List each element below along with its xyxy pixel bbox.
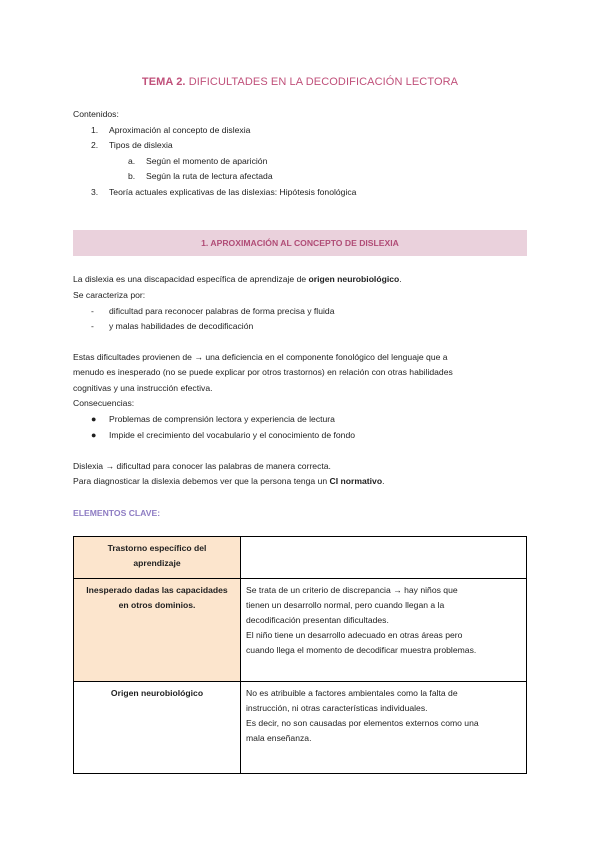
contents-heading: Contenidos:	[73, 109, 119, 119]
dyslexia-summary: Dislexia → dificultad para conocer las palabras de manera correcta.	[73, 461, 331, 471]
value-line: decodificación presentan dificultades.	[246, 615, 389, 625]
dash-marker: -	[91, 306, 94, 316]
value-line: Es decir, no son causadas por elementos externos como una	[246, 718, 479, 728]
bullet-item: Impide el crecimiento del vocabulario y el conocimiento de fondo	[109, 430, 356, 440]
value-line: Se trata de un criterio de discrepancia → hay niños que	[246, 585, 458, 595]
paragraph-line: menudo es inesperado (no se puede explicar por otros trastornos) en relación con otras habilidades	[73, 367, 453, 377]
diagnosis-paragraph	[73, 476, 384, 487]
bullet-icon: ●	[91, 430, 97, 440]
contents-subitem: Según la ruta de lectura afectada	[146, 171, 273, 181]
section-heading-bar	[73, 230, 527, 256]
value-line: No es atribuible a factores ambientales como la falta de	[246, 688, 458, 698]
label-line: Trastorno específico del	[107, 543, 207, 553]
value-line: tienen un desarrollo normal, pero cuando llegan a la	[246, 600, 445, 610]
table-value-cell	[241, 579, 527, 682]
label-line: Inesperado dadas las capacidades	[86, 585, 228, 595]
value-line: El niño tiene un desarrollo adecuado en otras áreas pero	[246, 630, 463, 640]
definition-bold: origen neurobiológico	[308, 274, 400, 284]
contents-marker: 3.	[91, 187, 99, 197]
table-label-cell	[74, 579, 241, 682]
dash-marker: -	[91, 321, 94, 331]
contents-item: Teoría actuales explicativas de las dislexias: Hipótesis fonológica	[109, 187, 357, 197]
value-line: instrucción, ni otras características individuales.	[246, 703, 428, 713]
section-heading: 1. APROXIMACIÓN AL CONCEPTO DE DISLEXIA	[201, 238, 399, 248]
key-elements-heading: ELEMENTOS CLAVE:	[73, 508, 161, 518]
value-line: mala enseñanza.	[246, 733, 312, 743]
table-value-cell	[241, 537, 527, 579]
contents-item: Aproximación al concepto de dislexia	[109, 125, 251, 135]
label-line: en otros dominios.	[118, 600, 196, 610]
paragraph-definition	[73, 274, 402, 285]
consequences-heading: Consecuencias:	[73, 398, 135, 408]
contents-marker: 1.	[91, 125, 99, 135]
diagnosis-bold: CI normativo	[329, 476, 383, 486]
title-prefix: TEMA 2.	[141, 76, 186, 88]
contents-marker: 2.	[91, 140, 99, 150]
contents-subitem-marker: b.	[128, 171, 136, 181]
diagnosis-text: Para diagnosticar la dislexia debemos ver que la persona tenga un	[73, 476, 330, 486]
characteristics-heading: Se caracteriza por:	[73, 290, 146, 300]
dash-item: y malas habilidades de decodificación	[109, 321, 254, 331]
table-label-cell	[74, 682, 241, 774]
table-value-cell	[241, 682, 527, 774]
bullet-item: Problemas de comprensión lectora y experiencia de lectura	[109, 414, 335, 424]
key-elements-table	[73, 536, 527, 774]
table-row	[74, 537, 527, 579]
table-row	[74, 682, 527, 774]
definition-text: La dislexia es una discapacidad específica de aprendizaje de	[73, 274, 309, 284]
table-row	[74, 579, 527, 682]
label-line: aprendizaje	[133, 558, 181, 568]
dash-item: dificultad para reconocer palabras de forma precisa y fluida	[109, 306, 335, 316]
paragraph-line: Estas dificultades provienen de → una deficiencia en el componente fonológico del lenguaje que a	[73, 352, 448, 362]
table-label-cell	[74, 537, 241, 579]
title-text: DIFICULTADES EN LA DECODIFICACIÓN LECTORA	[188, 76, 459, 88]
definition-end: .	[399, 274, 402, 284]
paragraph-line: cognitivas y una instrucción efectiva.	[73, 383, 213, 393]
bullet-icon: ●	[91, 414, 97, 424]
contents-subitem-marker: a.	[128, 156, 136, 166]
contents-subitem: Según el momento de aparición	[146, 156, 268, 166]
contents-item: Tipos de dislexia	[109, 140, 173, 150]
page-title	[0, 76, 600, 88]
value-line: cuando llega el momento de decodificar muestra problemas.	[246, 645, 477, 655]
diagnosis-end: .	[382, 476, 385, 486]
label-line: Origen neurobiológico	[110, 688, 204, 698]
